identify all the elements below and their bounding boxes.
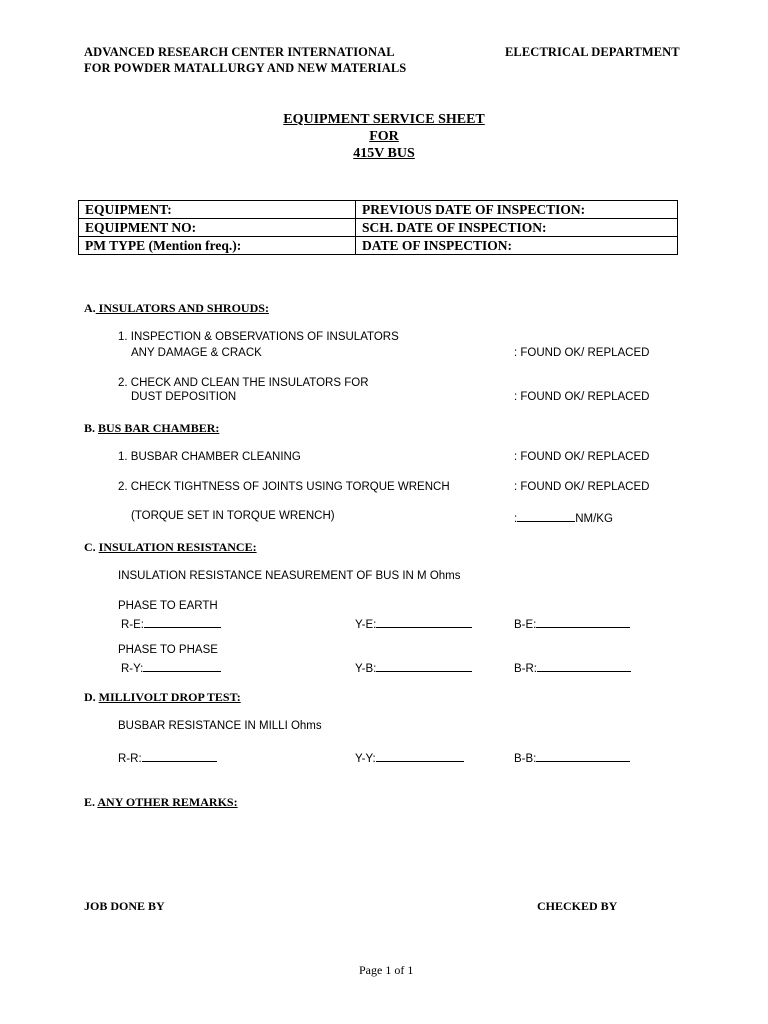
torque-setting-label: (TORQUE SET IN TORQUE WRENCH) (131, 510, 335, 522)
section-c-description: INSULATION RESISTANCE NEASUREMENT OF BUS IN M Ohms (118, 570, 461, 582)
be-blank[interactable] (536, 616, 630, 628)
section-a-prefix: A. (84, 301, 96, 315)
scheduled-inspection-date-field[interactable]: SCH. DATE OF INSPECTION: (356, 219, 678, 237)
bb-label: B-B: (514, 753, 537, 765)
pm-type-field[interactable]: PM TYPE (Mention freq.): (79, 237, 356, 255)
ry-label: R-Y: (121, 663, 144, 675)
yy-field[interactable] (355, 750, 464, 765)
bb-field[interactable] (514, 750, 630, 765)
ry-field[interactable] (121, 660, 221, 675)
section-d-description: BUSBAR RESISTANCE IN MILLI Ohms (118, 720, 322, 732)
re-field[interactable] (121, 616, 221, 631)
br-label: B-R: (514, 663, 537, 675)
ye-blank[interactable] (376, 616, 472, 628)
ye-label: Y-E: (355, 619, 377, 631)
section-a-title: INSULATORS AND SHROUDS: (95, 301, 269, 315)
re-label: R-E: (121, 619, 144, 631)
section-e-heading (84, 795, 238, 810)
ry-blank[interactable] (143, 660, 221, 672)
bb-blank[interactable] (536, 750, 630, 762)
be-field[interactable] (514, 616, 630, 631)
br-field[interactable] (514, 660, 631, 675)
torque-value-blank[interactable] (517, 510, 575, 522)
yb-blank[interactable] (376, 660, 472, 672)
section-a-item2-line2: DUST DEPOSITION (131, 391, 237, 403)
page-number: Page 1 of 1 (359, 963, 414, 977)
section-d-prefix: D. (84, 690, 96, 704)
re-blank[interactable] (144, 616, 221, 628)
equipment-field[interactable]: EQUIPMENT: (79, 201, 356, 219)
section-b-item2-status[interactable]: : FOUND OK/ REPLACED (514, 481, 650, 493)
sheet-title: EQUIPMENT SERVICE SHEET (283, 112, 485, 127)
yb-field[interactable] (355, 660, 472, 675)
section-c-heading (84, 540, 257, 555)
torque-unit: NM/KG (575, 513, 613, 525)
section-e-prefix: E. (84, 795, 96, 809)
section-d-heading (84, 690, 241, 705)
rr-blank[interactable] (142, 750, 217, 762)
section-d-title: MILLIVOLT DROP TEST: (98, 690, 241, 704)
table-row (79, 237, 678, 255)
phase-to-earth-label: PHASE TO EARTH (118, 600, 218, 612)
section-a-item1-status[interactable]: : FOUND OK/ REPLACED (514, 347, 650, 359)
section-a-item2-status[interactable]: : FOUND OK/ REPLACED (514, 391, 650, 403)
yy-label: Y-Y: (355, 753, 376, 765)
section-a-item1-line1: 1. INSPECTION & OBSERVATIONS OF INSULATORS (118, 331, 399, 343)
section-c-title: INSULATION RESISTANCE: (98, 540, 257, 554)
checked-by-label: CHECKED BY (537, 899, 618, 913)
section-c-prefix: C. (84, 540, 96, 554)
org-name-line1: ADVANCED RESEARCH CENTER INTERNATIONAL (84, 45, 395, 59)
section-b-item1: 1. BUSBAR CHAMBER CLEANING (118, 451, 301, 463)
section-b-item2: 2. CHECK TIGHTNESS OF JOINTS USING TORQUE WRENCH (118, 481, 450, 493)
section-b-title: BUS BAR CHAMBER: (98, 421, 220, 435)
section-e-title: ANY OTHER REMARKS: (97, 795, 238, 809)
remarks-area[interactable] (84, 815, 684, 885)
org-name-line2: FOR POWDER MATALLURGY AND NEW MATERIALS (84, 61, 407, 75)
table-row (79, 219, 678, 237)
job-done-by-label: JOB DONE BY (84, 899, 165, 913)
phase-to-phase-label: PHASE TO PHASE (118, 644, 218, 656)
section-a-item2-line1: 2. CHECK AND CLEAN THE INSULATORS FOR (118, 377, 369, 389)
ye-field[interactable] (355, 616, 472, 631)
equipment-info-table (78, 200, 678, 255)
yb-label: Y-B: (355, 663, 377, 675)
section-a-item1-line2: ANY DAMAGE & CRACK (131, 347, 262, 359)
inspection-date-field[interactable]: DATE OF INSPECTION: (356, 237, 678, 255)
be-label: B-E: (514, 619, 537, 631)
br-blank[interactable] (537, 660, 631, 672)
section-a-heading (84, 301, 269, 316)
department-name: ELECTRICAL DEPARTMENT (505, 45, 680, 59)
section-b-prefix: B. (84, 421, 96, 435)
section-b-heading (84, 421, 219, 436)
torque-setting-field[interactable] (514, 510, 613, 525)
rr-field[interactable] (118, 750, 217, 765)
sheet-title-for: FOR (369, 129, 399, 144)
equipment-no-field[interactable]: EQUIPMENT NO: (79, 219, 356, 237)
table-row (79, 201, 678, 219)
previous-inspection-date-field[interactable]: PREVIOUS DATE OF INSPECTION: (356, 201, 678, 219)
section-b-item1-status[interactable]: : FOUND OK/ REPLACED (514, 451, 650, 463)
sheet-title-equipment: 415V BUS (353, 146, 415, 161)
torque-prefix: : (514, 513, 518, 525)
rr-label: R-R: (118, 753, 142, 765)
yy-blank[interactable] (376, 750, 464, 762)
